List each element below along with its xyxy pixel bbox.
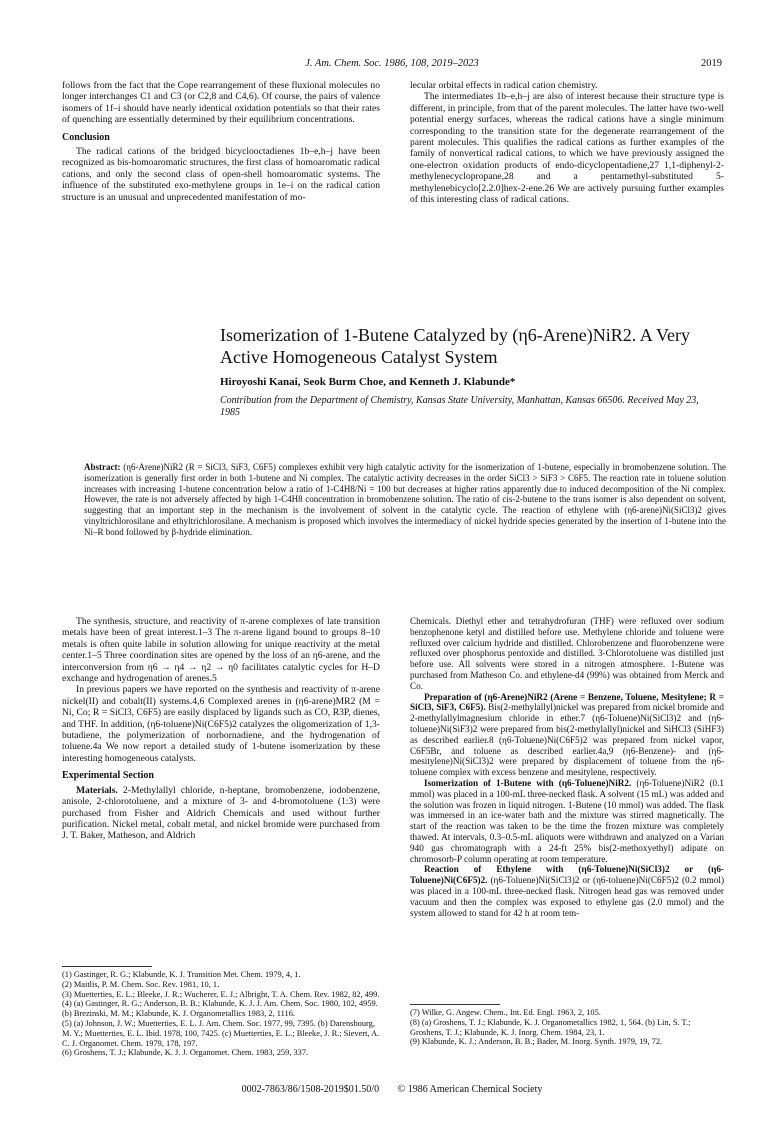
reference: (8) (a) Groshens, T. J.; Klabunde, K. J. Organometallics 1982, 1, 564. (b) Lin, S. T.; Groshens, T. J.; Klabunde, K. J. Inorg. Chem. 1984, 23, 1. [410, 1017, 691, 1037]
affiliation: Contribution from the Department of Chemistry, Kansas State University, Manhattan, Kansas 66506. Received May 23, 1985 [220, 395, 699, 418]
isomerization-label: Isomerization of 1-Butene with (η6-Toluene)NiR2. [424, 777, 632, 788]
body-left-column [62, 616, 380, 842]
reference: (4) (a) Gastinger, R. G.; Anderson, B. B.; Klabunde, K. J. J. Am. Chem. Soc. 1980, 102, 4959. (b) Brezinski, M. M.; Klabunde, K. J. Organometallics 1983, 2, 1116. [62, 999, 378, 1019]
conclusion-heading: Conclusion [62, 131, 110, 143]
article-title: Isomerization of 1-Butene Catalyzed by (η6-Arene)NiR2. A Very Active Homogeneous Catalyst System [220, 325, 690, 367]
continued-paragraph-right: lecular orbital effects in radical cation chemistry. [410, 80, 598, 91]
reference: (9) Klabunde, K. J.; Anderson, B. B.; Bader, M. Inorg. Synth. 1979, 19, 72. [410, 1037, 663, 1047]
abstract-label: Abstract: [84, 462, 121, 472]
ethylene-paragraph [410, 864, 724, 918]
isomerization-paragraph [410, 778, 724, 864]
reference: (1) Gastinger, R. G.; Klabunde, K. J. Transition Met. Chem. 1979, 4, 1. [62, 970, 301, 979]
experimental-heading: Experimental Section [62, 770, 154, 782]
intro-paragraph-1: The synthesis, structure, and reactivity of π-arene complexes of late transition metals have been of great interest.1–3 The π-arene ligand bound to groups 8–10 metals is often quite labile in solution allowing for unique reactivity at the metal center.1–5 Three coordination sites are opened by the loss of an η6-arene, and the interconversion from η6 → η4 → η2 → η0 facilitates catalytic cycles for H–D exchange and hydrogenation of arenes.5 [62, 616, 380, 685]
running-head: J. Am. Chem. Soc. 1986, 108, 2019–2023 [305, 58, 479, 69]
footnote-rule-right [410, 1004, 500, 1005]
preparation-paragraph [410, 692, 724, 778]
ethylene-label: Reaction of Ethylene with (η6-Toluene)Ni(SiCl3)2 or (η6-Toluene)Ni(C6F5)2. [410, 864, 724, 886]
page-number: 2019 [701, 58, 722, 69]
reference: (5) (a) Johnson, J. W.; Muetterties, E. L. J. Am. Chem. Soc. 1977, 99, 7395. (b) Darensbourg, M. Y.; Muetterties, E. L. Ibid. 1978, 100, 7425. (c) Muetterties, E. L.; Bleeke, J. R.; Sievert, A. C. J. Organomet. Chem. 1979, 178, 197. [62, 1018, 380, 1048]
reference: (3) Muetterties, E. L.; Bleeke, J. R.; Wucherer, E. J.; Albright, T. A. Chem. Rev. 1982, 82, 499. [62, 989, 380, 999]
ethylene-text: (η6-Toluene)Ni(SiCl3)2 or (η6-toluene)Ni(C6F5)2 (0.2 mmol) was placed in a 100-mL three-necked flask. Nitrogen head gas was removed under vacuum and then the complex was exposed to ethylene gas (2.0 mmol) and the system allowed to stand for 42 h at room tem- [410, 875, 725, 918]
chemicals-paragraph: Chemicals. Diethyl ether and tetrahydrofuran (THF) were refluxed over sodium benzophenone ketyl and distilled before use. Methylene chloride and toluene were refluxed over calcium hydride and distilled. Chlorobenzene and fluorobenzene were refluxed over phosphorus pentoxide and distilled. 3-Chlorotoluene was distilled just before use. All solvents were stored in a nitrogen atmosphere. 1-Butene was purchased from Matheson Co. and ethylene-d4 (99%) was obtained from Merck and Co. [410, 616, 724, 691]
author-list: Hiroyoshi Kanai, Seok Burm Choe, and Kenneth J. Klabunde* [220, 376, 516, 388]
intermediates-paragraph: The intermediates 1b–e,h–j are also of interest because their structure type is different, in principle, from that of the parent molecules. The latter have two-well potential energy surfaces, whereas the radical cations have a single minimum corresponding to the transition state for the degenerate rearrangement of the parent molecules. This qualifies the radical cations as further examples of the family of nonvertical radical cations, to which we have previously assigned the one-electron oxidation products of endo-dicyclopentadiene,27 1,1-diphenyl-2-methylenecyclopropane,28 and a pentamethyl-substituted 5-methylenebicyclo[2.2.0]hex-2-ene.26 We are actively pursuing further examples of this interesting class of radical cations. [410, 91, 724, 206]
preparation-label: Preparation of (η6-Arene)NiR2 (Arene = Benzene, Toluene, Mesitylene; R = SiCl3, SiF3, C6F5). [410, 691, 724, 713]
materials-label: Materials. [76, 784, 118, 796]
conclusion-paragraph: The radical cations of the bridged bicyclooctadienes 1b–e,h–j have been recognized as bis-homoaromatic structures, the first class of homoaromatic radical cations, and only the second class of open-shell homoaromatic systems. The influence of the substituted exo-methylene groups in 1e–i on the radical cation structure is an unusual and unprecedented manifestation of mo- [62, 146, 380, 203]
isomerization-text: (η6-Toluene)NiR2 (0.1 mmol) was placed in a 100-mL three-necked flask. A solvent (15 mL) was added and the solution was frozen in liquid nitrogen. 1-Butene (10 mmol) was added. The flask was immersed in an ice-water bath and the mixture was stirred magnetically. The start of the reaction was taken to be the time the frozen mixture was completely thawed. At intervals, 0.3–0.5-mL aliquots were withdrawn and analyzed on a Varian 940 gas chromatograph with a 24-ft 25% bis(2-methoxyethyl) adipate on chromosorb-P column operating at room temperature. [410, 777, 725, 864]
preparation-text: Bis(2-methylallyl)nickel was prepared from nickel bromide and 2-methylallylmagnesium chloride in ether.7 (η6-Toluene)Ni(SiCl3)2 and (η6-toluene)Ni(SiF3)2 were prepared from bis(2-methylallyl)nickel and SiHCl3 (SiHF3) as described earlier.8 (η6-Toluene)Ni(C6F5)2 was prepared from nickel vapor, C6F5Br, and toluene as described earlier.4a,9 (η6-Benzene)- and (η6-mesitylene)Ni(SiCl3)2 were prepared by displacement of toluene from the η6-toluene complex with excess benzene and mesitylene, respectively. [410, 702, 724, 778]
issn-code: 0002-7863/86/1508-2019$01.50/0 [241, 1084, 380, 1095]
reference: (2) Maitlis, P. M. Chem. Soc. Rev. 1981, 10, 1. [62, 979, 220, 989]
top-right-column [410, 80, 724, 205]
abstract-text: (η6-Arene)NiR2 (R = SiCl3, SiF3, C6F5) complexes exhibit very high catalytic activity for the isomerization of 1-butene, especially in bromobenzene solution. The isomerization is generally first order in both 1-butene and Ni complex. The catalytic activity decreases in the order SiCl3 > SiF3 > C6F5. The reaction rate in toluene solution increases with increasing 1-butene concentration below a ratio of 1-C4H8/Ni = 100 but decreases at higher ratios apparently due to induced decomposition of the Ni complex. However, the rate is not adversely affected by high 1-C4H8 concentration in bromobenzene solution. The ratio of cis-2-butene to the trans isomer is also dependent on solvent, suggesting that an important step in the mechanism is the involvement of solvent in the catalytic cycle. The reaction of ethylene with (η6-arene)Ni(SiCl3)2 gives vinyltrichlorosilane and ethyltrichlorosilane. A mechanism is proposed which involves the intermediacy of nickel hydride species generated by the insertion of 1-butene into the Ni–R bond followed by β-hydride elimination. [84, 462, 726, 537]
references-left [62, 970, 380, 1058]
reference: (7) Wilke, G. Angew. Chem., Int. Ed. Engl. 1963, 2, 105. [410, 1008, 601, 1017]
abstract [84, 462, 726, 538]
page-footer [0, 1084, 784, 1095]
continued-paragraph: follows from the fact that the Cope rearrangement of these fluxional molecules no longer interchanges C1 and C3 (or C2,8 and C4,6). Of course, the pairs of valence isomers of 1f–i should have nearly identical oxidation potentials so that their rates of quenching are essentially determined by their equilibrium concentrations. [62, 80, 380, 126]
footnote-rule-left [62, 966, 152, 967]
materials-text: 2-Methylallyl chloride, n-heptane, bromobenzene, iodobenzene, anisole, 2-chlorotoluene, and a mixture of 3- and 4-bromotoluene (1:3) were purchased from Fisher and Aldrich Chemicals and used without further purification. Nickel metal, cobalt metal, and nickel bromide were purchased from J. T. Baker, Matheson, and Aldrich [62, 784, 380, 842]
references-right [410, 1008, 724, 1047]
top-left-column [62, 80, 380, 203]
materials-paragraph [62, 785, 380, 842]
copyright-notice: © 1986 American Chemical Society [397, 1084, 543, 1095]
body-right-column [410, 616, 724, 918]
reference: (6) Groshens, T. J.; Klabunde, K. J. J. Organomet. Chem. 1983, 259, 337. [62, 1048, 309, 1058]
intro-paragraph-2: In previous papers we have reported on the synthesis and reactivity of π-arene nickel(II) and cobalt(II) systems.4,6 Complexed arenes in (η6-arene)MR2 (M = Ni, Co; R = SiCl3, C6F5) are easily displaced by ligands such as CO, R3P, dienes, and THF. In addition, (η6-toluene)Ni(C6F5)2 catalyzes the oligomerization of 1,3-butadiene, the polymerization of norbornadiene, and the hydrogenation of toluene.4a We now report a detailed study of 1-butene isomerization by these interesting homogeneous catalysts. [62, 684, 380, 764]
